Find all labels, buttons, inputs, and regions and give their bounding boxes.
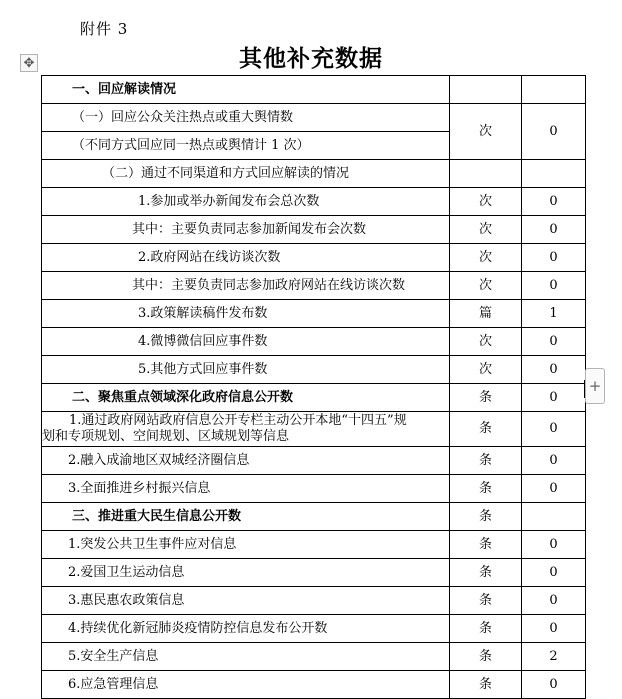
- row-label: 3.惠民惠农政策信息: [42, 587, 450, 615]
- row-label: 4.持续优化新冠肺炎疫情防控信息发布公开数: [42, 615, 450, 643]
- table-row: [42, 475, 586, 503]
- table-row: [42, 615, 586, 643]
- row-unit[interactable]: 条: [450, 559, 522, 587]
- row-label: 5.其他方式回应事件数: [42, 356, 450, 384]
- table-row: [42, 272, 586, 300]
- row-label: 5.安全生产信息: [42, 643, 450, 671]
- row-label: 2.爱国卫生运动信息: [42, 559, 450, 587]
- row-value[interactable]: 0: [522, 244, 586, 272]
- row-unit[interactable]: 次: [450, 216, 522, 244]
- row-value[interactable]: 0: [522, 531, 586, 559]
- table-row: [42, 160, 586, 188]
- row-label: 2.政府网站在线访谈次数: [42, 244, 450, 272]
- row-value[interactable]: 0: [522, 272, 586, 300]
- row-value[interactable]: 0: [522, 104, 586, 160]
- table-row: [42, 76, 586, 104]
- row-value[interactable]: 0: [522, 671, 586, 699]
- row-label: 1.参加或举办新闻发布会总次数: [42, 188, 450, 216]
- row-label: 3.政策解读稿件发布数: [42, 300, 450, 328]
- table-row: [42, 671, 586, 699]
- row-unit[interactable]: 次: [450, 188, 522, 216]
- supplementary-data-table: [41, 75, 586, 699]
- row-value[interactable]: 0: [522, 587, 586, 615]
- table-row: [42, 244, 586, 272]
- row-value[interactable]: 0: [522, 356, 586, 384]
- row-label: （二）通过不同渠道和方式回应解读的情况: [42, 160, 450, 188]
- table-row: [42, 356, 586, 384]
- table-row: [42, 300, 586, 328]
- row-label-line: 1.通过政府网站政府信息公开专栏主动公开本地“十四五”规: [69, 413, 407, 428]
- row-unit[interactable]: [450, 76, 522, 104]
- row-unit[interactable]: [450, 160, 522, 188]
- table-row: [42, 216, 586, 244]
- row-unit[interactable]: 条: [450, 447, 522, 475]
- row-label: 其中：主要负责同志参加新闻发布会次数: [42, 216, 450, 244]
- move-arrows-icon[interactable]: ✥: [20, 54, 38, 72]
- table-row: [42, 104, 586, 132]
- row-unit[interactable]: 条: [450, 531, 522, 559]
- row-unit[interactable]: 次: [450, 244, 522, 272]
- row-value[interactable]: [522, 76, 586, 104]
- row-label: 3.全面推进乡村振兴信息: [42, 475, 450, 503]
- row-label: 1.突发公共卫生事件应对信息: [42, 531, 450, 559]
- row-unit[interactable]: 次: [450, 104, 522, 160]
- table-row: [42, 328, 586, 356]
- row-unit[interactable]: 次: [450, 272, 522, 300]
- row-unit[interactable]: 条: [450, 412, 522, 447]
- row-unit[interactable]: 条: [450, 384, 522, 412]
- row-value[interactable]: 0: [522, 216, 586, 244]
- row-unit[interactable]: 条: [450, 615, 522, 643]
- row-unit[interactable]: 条: [450, 587, 522, 615]
- table-row: [42, 188, 586, 216]
- row-value[interactable]: 0: [522, 412, 586, 447]
- row-unit[interactable]: 次: [450, 356, 522, 384]
- table-row: [42, 412, 586, 447]
- table-row: [42, 447, 586, 475]
- row-label: 二、聚焦重点领域深化政府信息公开数: [42, 384, 450, 412]
- row-value[interactable]: 0: [522, 447, 586, 475]
- row-label: 其中：主要负责同志参加政府网站在线访谈次数: [42, 272, 450, 300]
- row-value[interactable]: 0: [522, 384, 586, 412]
- row-label-line: 划和专项规划、空间规划、区域规划等信息: [42, 429, 290, 444]
- plus-icon[interactable]: +: [585, 368, 605, 404]
- row-label: 6.应急管理信息: [42, 671, 450, 699]
- row-unit[interactable]: 条: [450, 475, 522, 503]
- row-value[interactable]: 0: [522, 188, 586, 216]
- row-value[interactable]: [522, 160, 586, 188]
- row-value[interactable]: 0: [522, 615, 586, 643]
- row-label: （一）回应公众关注热点或重大舆情数: [42, 104, 450, 132]
- row-unit[interactable]: 条: [450, 503, 522, 531]
- table-row: [42, 384, 586, 412]
- table-row: [42, 531, 586, 559]
- row-unit[interactable]: 条: [450, 671, 522, 699]
- row-value[interactable]: 0: [522, 328, 586, 356]
- row-value[interactable]: 0: [522, 559, 586, 587]
- page-title: 其他补充数据: [239, 45, 383, 72]
- row-label: [42, 412, 450, 447]
- attachment-label: 附件 3: [80, 20, 129, 38]
- row-label: 4.微博微信回应事件数: [42, 328, 450, 356]
- row-unit[interactable]: 次: [450, 328, 522, 356]
- table-row: [42, 587, 586, 615]
- row-value[interactable]: 0: [522, 475, 586, 503]
- table-row: [42, 503, 586, 531]
- row-value[interactable]: 1: [522, 300, 586, 328]
- row-label: 三、推进重大民生信息公开数: [42, 503, 450, 531]
- row-unit[interactable]: 条: [450, 643, 522, 671]
- table-row: [42, 643, 586, 671]
- row-label: 2.融入成渝地区双城经济圈信息: [42, 447, 450, 475]
- table-row: [42, 559, 586, 587]
- row-value[interactable]: 2: [522, 643, 586, 671]
- row-label: 一、回应解读情况: [42, 76, 450, 104]
- row-value[interactable]: [522, 503, 586, 531]
- row-unit[interactable]: 篇: [450, 300, 522, 328]
- row-label-continued: （不同方式回应同一热点或舆情计 1 次）: [42, 132, 450, 160]
